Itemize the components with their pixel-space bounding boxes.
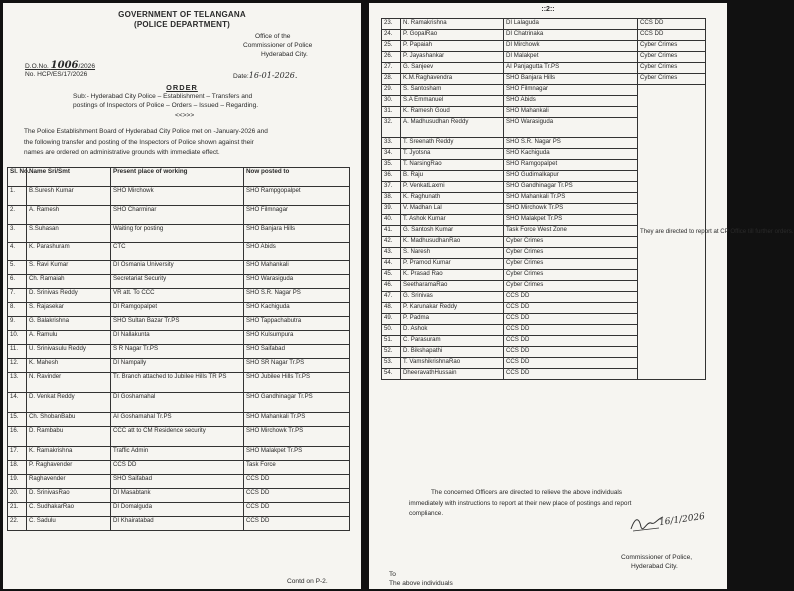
body-line-3: names are ordered on administrative grounds with immediate effect. [24, 149, 220, 156]
cell-sl: 49. [382, 314, 401, 325]
cell-present: SHO Warasiguda [504, 118, 638, 138]
office-line-2: Commissioner of Police [243, 42, 313, 49]
cell-name: T. Ashok Kumar [401, 215, 504, 226]
cell-sl: 38. [382, 193, 401, 204]
table-row [8, 317, 350, 331]
cell-posted: Cyber Crimes [638, 63, 706, 74]
dept-title: (POLICE DEPARTMENT) [133, 20, 231, 29]
cell-posted: SHO SR Nagar Tr.PS [244, 359, 350, 373]
cell-name: S. Santosham [401, 85, 504, 96]
cell-present: CCS DD [504, 347, 638, 358]
table-row [8, 289, 350, 303]
cell-sl: 15. [8, 413, 27, 427]
cell-name: D. Venkat Reddy [27, 393, 111, 413]
cell-present: SHO Gandhinagar Tr.PS [504, 182, 638, 193]
cell-name: S.A Emmanuel [401, 96, 504, 107]
cell-sl: 34. [382, 149, 401, 160]
cell-posted: CCS DD [638, 19, 706, 30]
cell-sl: 4. [8, 243, 27, 261]
cell-posted: CCS DD [244, 517, 350, 531]
table-row [8, 461, 350, 475]
cell-present: AI Goshamahal Tr.PS [111, 413, 244, 427]
cell-posted: SHO Tappachabutra [244, 317, 350, 331]
col-header-name: Name Sri/Smt [27, 168, 111, 187]
cell-present: DI Lalaguda [504, 19, 638, 30]
cell-sl: 43. [382, 248, 401, 259]
continued-note: Contd on P-2. [287, 578, 328, 585]
cell-name: D. Srinivas Reddy [27, 289, 111, 303]
cell-posted: SHO Filmnagar [244, 206, 350, 225]
signatory-line-1: Commissioner of Police, [621, 554, 693, 561]
cell-name: K. Prasad Rao [401, 270, 504, 281]
cell-present: CCC att to CM Residence security [111, 427, 244, 447]
cell-sl: 3. [8, 225, 27, 243]
do-value: 1006 [50, 60, 79, 71]
cell-present: SHO Mahankali [504, 107, 638, 118]
closing-line-1: The concerned Officers are directed to relieve the above individuals [431, 489, 622, 496]
cell-sl: 30. [382, 96, 401, 107]
cell-sl: 13. [8, 373, 27, 393]
cell-name: K. Ramakrishna [27, 447, 111, 461]
cell-name: B. Raju [401, 171, 504, 182]
cell-sl: 22. [8, 517, 27, 531]
office-line-3: Hyderabad City. [261, 51, 308, 58]
cell-present: SHO Saifabad [111, 475, 244, 489]
cell-name: S. Rajasekar [27, 303, 111, 317]
cell-name: G. Balakrishna [27, 317, 111, 331]
cell-sl: 6. [8, 275, 27, 289]
cell-sl: 39. [382, 204, 401, 215]
cell-present: DI Goshamahal [111, 393, 244, 413]
cell-sl: 26. [382, 52, 401, 63]
table-row [8, 393, 350, 413]
cell-posted: Cyber Crimes [638, 41, 706, 52]
cell-sl: 28. [382, 74, 401, 85]
cell-posted: Task Force [244, 461, 350, 475]
cell-name: P. Pramod Kumar [401, 259, 504, 270]
cell-name: A. Ramesh [27, 206, 111, 225]
cell-name: P. Raghavender [27, 461, 111, 475]
cell-name: D. Rambabu [27, 427, 111, 447]
govt-title: GOVERNMENT OF TELANGANA [118, 10, 246, 19]
transfer-table-page-1 [7, 167, 350, 531]
cell-name: A. Ramulu [27, 331, 111, 345]
cell-sl: 52. [382, 347, 401, 358]
closing-line-2: immediately with instructions to report at their new place of postings and report [409, 499, 632, 507]
cell-present: DI Chatrinaka [504, 30, 638, 41]
table-row [382, 85, 706, 96]
cell-present: Tr. Branch attached to Jubilee Hills TR PS [111, 373, 244, 393]
to-recipients: The above individuals [389, 580, 453, 587]
cell-present: CCS DD [504, 303, 638, 314]
cell-name: N. Ravinder [27, 373, 111, 393]
body-line-1: The Police Establishment Board of Hyderabad City Police met on -January-2026 and [24, 128, 268, 135]
closing-paragraph [409, 488, 631, 520]
cell-sl: 53. [382, 358, 401, 369]
col-header-posted: Now posted to [244, 168, 350, 187]
table-row [382, 19, 706, 30]
cell-sl: 23. [382, 19, 401, 30]
do-label: D.O.No. [25, 63, 49, 70]
date-label: Date: [233, 73, 249, 80]
cell-present: AI Panjagutta Tr.PS [504, 63, 638, 74]
cell-sl: 36. [382, 171, 401, 182]
cell-name: C. SudhakarRao [27, 503, 111, 517]
cell-sl: 9. [8, 317, 27, 331]
cell-present: CCS DD [504, 358, 638, 369]
cell-sl: 50. [382, 325, 401, 336]
table-row [8, 187, 350, 206]
table-row [382, 52, 706, 63]
cell-sl: 42. [382, 237, 401, 248]
cell-present: DI Nallakunta [111, 331, 244, 345]
cell-name: D. Ashok [401, 325, 504, 336]
cell-sl: 35. [382, 160, 401, 171]
cell-sl: 10. [8, 331, 27, 345]
cell-present: CCS DD [504, 314, 638, 325]
cell-sl: 24. [382, 30, 401, 41]
cell-present: DI Khairatabad [111, 517, 244, 531]
cell-present: SHO Banjara Hills [504, 74, 638, 85]
cell-name: K.M.Raghavendra [401, 74, 504, 85]
cell-posted: Cyber Crimes [638, 52, 706, 63]
cell-present: CCS DD [111, 461, 244, 475]
cell-present: SHO Abids [504, 96, 638, 107]
cell-present: Cyber Crimes [504, 281, 638, 292]
cell-present: DI Nampally [111, 359, 244, 373]
cell-name: S. Naresh [401, 248, 504, 259]
subject-line-1: Sub:- Hyderabad City Police – Establishment – Transfers and [73, 93, 253, 100]
table-row [8, 427, 350, 447]
table-row [8, 303, 350, 317]
cell-sl: 31. [382, 107, 401, 118]
table-row [8, 503, 350, 517]
cell-sl: 14. [8, 393, 27, 413]
cell-name: Ch. Ramaiah [27, 275, 111, 289]
cell-present: S R Nagar Tr.PS [111, 345, 244, 359]
cell-name: C. Parasuram [401, 336, 504, 347]
cell-sl: 5. [8, 261, 27, 275]
to-label: To [389, 571, 396, 578]
cell-sl: 33. [382, 138, 401, 149]
cell-sl: 46. [382, 281, 401, 292]
order-date [233, 71, 297, 80]
office-line-1: Office of the [255, 33, 291, 40]
cell-sl: 7. [8, 289, 27, 303]
cell-present: SHO Mirchowk [111, 187, 244, 206]
cell-name: D. Bikshapathi [401, 347, 504, 358]
cell-sl: 19. [8, 475, 27, 489]
ref-number: No. HCP/ES/17/2026 [25, 71, 88, 78]
cell-name: K. MadhusudhanRao [401, 237, 504, 248]
cell-present: Cyber Crimes [504, 259, 638, 270]
cell-posted: SHO Abids [244, 243, 350, 261]
cell-sl: 44. [382, 259, 401, 270]
table-row [8, 489, 350, 503]
table-header-row [8, 168, 350, 187]
cell-sl: 21. [8, 503, 27, 517]
cell-present: VR att. To CCC [111, 289, 244, 303]
cell-posted: SHO Kulsumpura [244, 331, 350, 345]
cell-name: G. Santosh Kumar [401, 226, 504, 237]
cell-name: G. Sanjeev [401, 63, 504, 74]
table-row [382, 74, 706, 85]
cell-posted: SHO Mirchowk Tr.PS [244, 427, 350, 447]
cell-sl: 45. [382, 270, 401, 281]
cell-name: P. Jayashankar [401, 52, 504, 63]
cell-name: T. Jyotsna [401, 149, 504, 160]
signature-date: 16/1/2026 [658, 511, 706, 529]
cell-present: CCS DD [504, 325, 638, 336]
subject-line-2: postings of Inspectors of Police – Orders – Issued – Regarding. [73, 102, 259, 109]
cell-sl: 16. [8, 427, 27, 447]
cell-present: Cyber Crimes [504, 237, 638, 248]
table-row [8, 413, 350, 427]
cell-present: Cyber Crimes [504, 248, 638, 259]
cell-posted: SHO Warasiguda [244, 275, 350, 289]
table-row [8, 447, 350, 461]
table-row [8, 475, 350, 489]
cell-present: CCS DD [504, 292, 638, 303]
cell-name: G. Srinivas [401, 292, 504, 303]
cell-present: CTC [111, 243, 244, 261]
subject-divider: <<>>> [175, 112, 195, 119]
cell-sl: 27. [382, 63, 401, 74]
cell-posted: CCS DD [244, 475, 350, 489]
cell-sl: 1. [8, 187, 27, 206]
cell-name: C. Sadulu [27, 517, 111, 531]
cell-sl: 25. [382, 41, 401, 52]
cell-present: DI Ramgopalpet [111, 303, 244, 317]
cell-posted: SHO S.R. Nagar PS [244, 289, 350, 303]
col-header-present: Present place of working [111, 168, 244, 187]
table-row [8, 345, 350, 359]
cell-posted: SHO Mahankali [244, 261, 350, 275]
cell-sl: 29. [382, 85, 401, 96]
cell-name: S. Ravi Kumar [27, 261, 111, 275]
cell-merged-note: They are directed to report at CP Office till further orders. [638, 85, 706, 380]
table-row [8, 359, 350, 373]
signatory-line-2: Hyderabad City. [631, 563, 678, 570]
date-value: 16-01-2026. [248, 71, 298, 80]
cell-posted: CCS DD [244, 489, 350, 503]
cell-posted: Cyber Crimes [638, 74, 706, 85]
cell-sl: 17. [8, 447, 27, 461]
cell-posted: SHO Jubilee Hills Tr.PS [244, 373, 350, 393]
page-2 [369, 3, 794, 589]
cell-name: K. Ramesh Goud [401, 107, 504, 118]
cell-present: SHO Gudimalkapur [504, 171, 638, 182]
cell-name: K. Mahesh [27, 359, 111, 373]
table-row [382, 30, 706, 41]
cell-present: Traffic Admin [111, 447, 244, 461]
body-line-2: the following transfer and posting of the Inspectors of Police shown against their [24, 138, 254, 146]
cell-present: DI Domalguda [111, 503, 244, 517]
cell-present: CCS DD [504, 369, 638, 380]
cell-name: A. Madhusudhan Reddy [401, 118, 504, 138]
cell-present: CCS DD [504, 336, 638, 347]
order-heading: ORDER [166, 83, 198, 92]
cell-present: SHO Sultan Bazar Tr.PS [111, 317, 244, 331]
cell-name: P. Padma [401, 314, 504, 325]
cell-posted: SHO Kachiguda [244, 303, 350, 317]
table-row [8, 206, 350, 225]
cell-posted: SHO Mahankali Tr.PS [244, 413, 350, 427]
cell-sl: 51. [382, 336, 401, 347]
table-row [8, 331, 350, 345]
cell-sl: 12. [8, 359, 27, 373]
cell-posted: CCS DD [638, 30, 706, 41]
cell-sl: 37. [382, 182, 401, 193]
body-paragraph [24, 127, 268, 159]
cell-sl: 2. [8, 206, 27, 225]
cell-name: DheeravathHussain [401, 369, 504, 380]
table-row [8, 225, 350, 243]
cell-present: Cyber Crimes [504, 270, 638, 281]
cell-name: T. VamshikrishnaRao [401, 358, 504, 369]
do-number [25, 60, 95, 71]
cell-present: SHO Charminar [111, 206, 244, 225]
cell-present: Secretariat Security [111, 275, 244, 289]
cell-name: P. Karunakar Reddy [401, 303, 504, 314]
cell-present: DI Malakpet [504, 52, 638, 63]
closing-line-3: compliance. [409, 510, 444, 517]
cell-name: P. Papaiah [401, 41, 504, 52]
cell-present: SHO Mirchowk Tr.PS [504, 204, 638, 215]
cell-sl: 20. [8, 489, 27, 503]
cell-posted: SHO Banjara Hills [244, 225, 350, 243]
cell-present: DI Osmania University [111, 261, 244, 275]
cell-sl: 18. [8, 461, 27, 475]
cell-name: V. Madhan Lal [401, 204, 504, 215]
table-row [382, 63, 706, 74]
cell-name: P. GopalRao [401, 30, 504, 41]
table-row [382, 41, 706, 52]
cell-present: SHO Mahankali Tr.PS [504, 193, 638, 204]
cell-name: P. VenkatLaxmi [401, 182, 504, 193]
cell-sl: 11. [8, 345, 27, 359]
cell-present: SHO Kachiguda [504, 149, 638, 160]
cell-posted: SHO Gandhinagar Tr.PS [244, 393, 350, 413]
cell-present: SHO S.R. Nagar PS [504, 138, 638, 149]
cell-present: SHO Malakpet Tr.PS [504, 215, 638, 226]
col-header-sl: Sl. No. [8, 168, 27, 187]
cell-name: B.Suresh Kumar [27, 187, 111, 206]
cell-name: T. NarsingRao [401, 160, 504, 171]
cell-present: DI Masabtank [111, 489, 244, 503]
page-1 [3, 3, 361, 589]
cell-name: SeetharamaRao [401, 281, 504, 292]
table-row [8, 261, 350, 275]
cell-name: S.Suhasan [27, 225, 111, 243]
cell-name: Ch. ShobanBabu [27, 413, 111, 427]
page-number: ::2:: [541, 6, 555, 13]
cell-posted: SHO Malakpet Tr.PS [244, 447, 350, 461]
cell-posted: SHO Rampgopalpet [244, 187, 350, 206]
cell-name: Raghavender [27, 475, 111, 489]
cell-posted: SHO Saifabad [244, 345, 350, 359]
cell-sl: 8. [8, 303, 27, 317]
cell-posted: CCS DD [244, 503, 350, 517]
cell-present: DI Mirchowk [504, 41, 638, 52]
table-row [8, 517, 350, 531]
cell-sl: 40. [382, 215, 401, 226]
cell-present: Task Force West Zone [504, 226, 638, 237]
cell-sl: 54. [382, 369, 401, 380]
cell-name: N. Ramakrishna [401, 19, 504, 30]
cell-name: D. SrinivasRao [27, 489, 111, 503]
cell-name: U. Srinivasulu Reddy [27, 345, 111, 359]
cell-present: SHO Filmnagar [504, 85, 638, 96]
cell-present: Waiting for posting [111, 225, 244, 243]
cell-sl: 47. [382, 292, 401, 303]
cell-name: K. Parashuram [27, 243, 111, 261]
cell-present: SHO Ramgopalpet [504, 160, 638, 171]
table-row [8, 373, 350, 393]
cell-name: T. Sreenath Reddy [401, 138, 504, 149]
table-row [8, 275, 350, 289]
cell-name: K. Raghunath [401, 193, 504, 204]
table-row [8, 243, 350, 261]
transfer-table-page-2 [381, 18, 794, 380]
cell-sl: 32. [382, 118, 401, 138]
do-year: /2026 [78, 63, 96, 70]
cell-sl: 48. [382, 303, 401, 314]
cell-sl: 41. [382, 226, 401, 237]
